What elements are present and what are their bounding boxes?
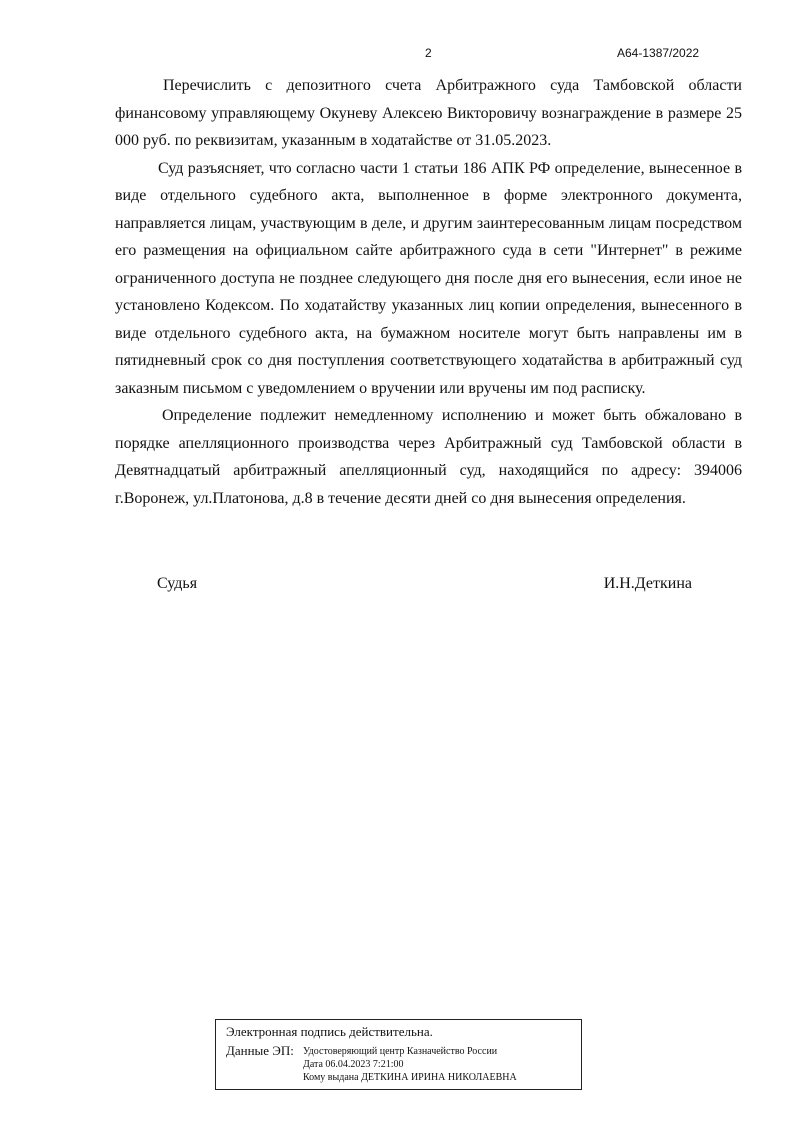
esig-details (303, 1045, 517, 1084)
esig-issued-to: Кому выдана ДЕТКИНА ИРИНА НИКОЛАЕВНА (303, 1072, 517, 1083)
document-body (115, 72, 742, 512)
esig-issuer: Удостоверяющий центр Казначейство России (303, 1046, 498, 1057)
paragraph-explanation: Суд разъясняет, что согласно части 1 статьи 186 АПК РФ определение, вынесенное в виде отдельного судебного акта, выполненное в форме электронного документа, направляется лицам, участвующим в деле, и другим заинтересованным лицам посредством его размещения на официальном сайте арбитражного суда в сети "Интернет" в режиме ограниченного доступа не позднее следующего дня после дня его вынесения, если иное не установлено Кодексом. По ходатайству указанных лиц копии определения, вынесенного в виде отдельного судебного акта, на бумажном носителе могут быть направлены им в пятидневный срок со дня поступления соответствующего ходатайства в арбитражный суд заказным письмом с уведомлением о вручении или вручены им под расписку. (115, 159, 742, 397)
paragraph-appeal: Определение подлежит немедленному исполнению и может быть обжаловано в порядке апелляционного производства через Арбитражный суд Тамбовской области в Девятнадцатый арбитражный апелляционный суд, находящийся по адресу: 394006 г.Воронеж, ул.Платонова, д.8 в течение десяти дней со дня вынесения определения. (115, 407, 742, 507)
judge-name: И.Н.Деткина (603, 575, 692, 592)
esig-title: Электронная подпись действительна. (226, 1024, 433, 1039)
esig-date: Дата 06.04.2023 7:21:00 (303, 1059, 404, 1070)
page-header (0, 46, 800, 64)
esig-label: Данные ЭП: (226, 1043, 294, 1058)
judge-title: Судья (157, 575, 198, 592)
electronic-signature-stamp (215, 1019, 582, 1090)
page-number: 2 (425, 46, 432, 60)
case-number: А64-1387/2022 (617, 46, 700, 60)
paragraph-payment-order: Перечислить с депозитного счета Арбитражного суда Тамбовской области финансовому управляющему Окуневу Алексею Викторовичу вознаграждение в размере 25 000 руб. по реквизитам, указанным в ходатайстве от 31.05.2023. (115, 77, 742, 149)
